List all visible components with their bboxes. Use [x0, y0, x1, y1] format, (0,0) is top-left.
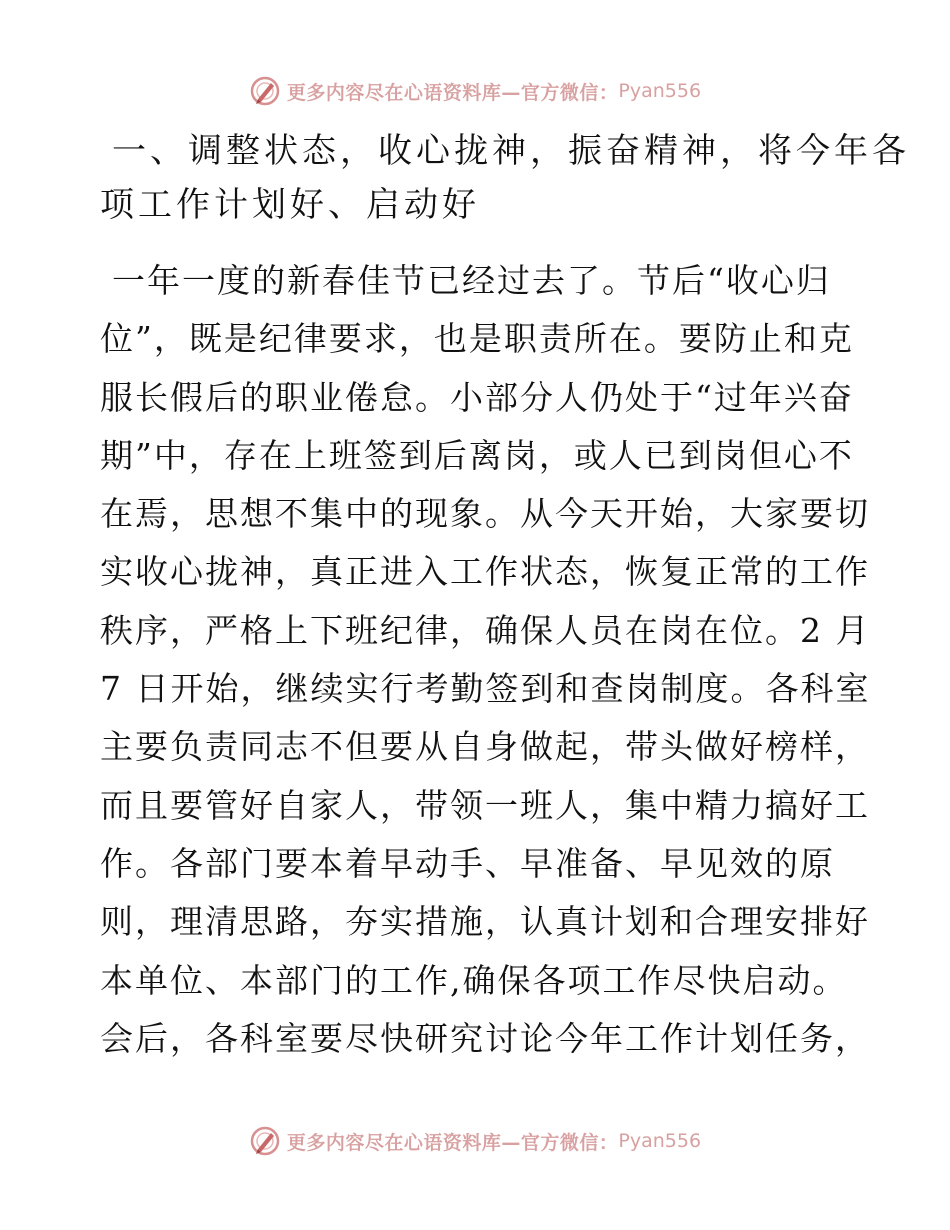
heading-line: 一、调整状态，收心拢神，振奋精神，将今年各	[112, 131, 910, 171]
paragraph-line: 本单位、本部门的工作,确保各项工作尽快启动。	[100, 960, 848, 1000]
watermark-footer	[0, 1124, 950, 1158]
paragraph-line: 服长假后的职业倦怠。小部分人仍处于“过年兴奋	[100, 377, 854, 417]
paragraph-line: 一年一度的新春佳节已经过去了。节后“收心归	[112, 261, 831, 300]
section-heading	[100, 124, 910, 232]
paragraph-line: 作。各部门要本着早动手、早准备、早见效的原	[100, 843, 835, 883]
pen-logo-icon	[249, 75, 281, 107]
heading-line: 项工作计划好、启动好	[100, 185, 480, 225]
paragraph-line: 位”，既是纪律要求，也是职责所在。要防止和克	[100, 319, 854, 359]
body-paragraph	[100, 252, 871, 1068]
paragraph-line: 主要负责同志不但要从自身做起，带头做好榜样，	[100, 727, 870, 767]
paragraph-line: 秩序，严格上下班纪律，确保人员在岗在位。2 月	[100, 610, 871, 650]
watermark-text: 更多内容尽在心语资料库—官方微信：	[286, 1131, 619, 1154]
paragraph-line: 7 日开始，继续实行考勤签到和查岗制度。各科室	[100, 669, 871, 709]
paragraph-line: 会后，各科室要尽快研究讨论今年工作计划任务，	[100, 1018, 870, 1058]
paragraph-line: 则，理清思路，夯实措施，认真计划和合理安排好	[100, 902, 870, 942]
watermark-handle: Pyan556	[618, 1130, 702, 1152]
watermark-header	[0, 74, 950, 108]
pen-logo-icon	[249, 1125, 281, 1157]
paragraph-line: 而且要管好自家人，带领一班人，集中精力搞好工	[100, 785, 870, 825]
paragraph-line: 期”中，存在上班签到后离岗，或人已到岗但心不	[100, 435, 854, 475]
paragraph-line: 实收心拢神，真正进入工作状态，恢复正常的工作	[100, 552, 870, 592]
watermark-handle: Pyan556	[618, 80, 702, 102]
watermark-text: 更多内容尽在心语资料库—官方微信：	[286, 81, 619, 104]
paragraph-line: 在焉，思想不集中的现象。从今天开始，大家要切	[100, 494, 870, 534]
